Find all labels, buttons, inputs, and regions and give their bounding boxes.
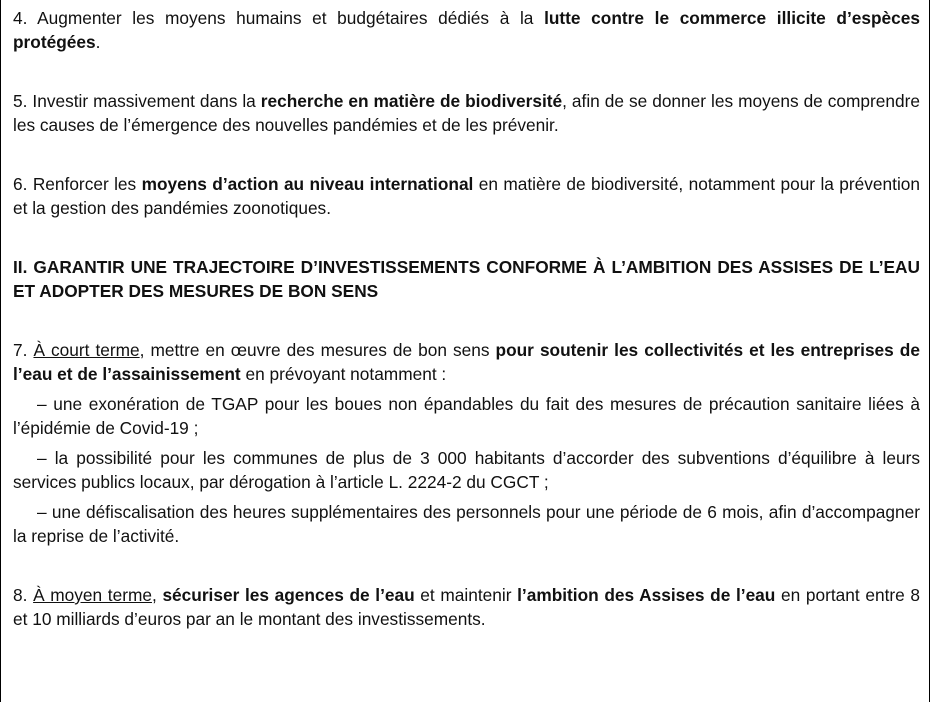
item-7-bold: pour soutenir les collectivités et les entreprises de l’eau et de l’assainissement bbox=[13, 340, 920, 384]
item-7-bullet-2: – la possibilité pour les communes de plus de 3 000 habitants d’accorder des subventions d’équilibre à leurs services publics locaux, par dérogation à l’article L. 2224-2 du CGCT ; bbox=[13, 448, 920, 492]
item-5-number: 5. bbox=[13, 91, 28, 111]
item-4-end: . bbox=[95, 32, 101, 52]
item-6-end: en matière de biodiversité, notamment pour la prévention et la gestion des pandémies zoonotiques. bbox=[13, 174, 921, 218]
item-8-end: en portant entre 8 et 10 milliards d’euros par an le montant des investissements. bbox=[13, 585, 920, 629]
item-4 bbox=[13, 6, 920, 54]
item-5 bbox=[13, 89, 920, 137]
item-8-text-2: et maintenir bbox=[414, 585, 518, 605]
item-7-end: en prévoyant notamment : bbox=[240, 364, 447, 384]
item-6-bold: moyens d’action au niveau international bbox=[141, 174, 474, 194]
item-7-underline: À court terme bbox=[33, 340, 140, 360]
item-5-bold: recherche en matière de biodiversité bbox=[260, 91, 563, 111]
item-8-underline: À moyen terme bbox=[33, 585, 152, 605]
item-7-bullet-3: – une défiscalisation des heures supplémentaires des personnels pour une période de 6 mois, afin d’accompagner la reprise de l’activité. bbox=[13, 502, 920, 546]
item-5-text: Investir massivement dans la bbox=[27, 91, 261, 111]
item-4-text: Augmenter les moyens humains et budgétaires dédiés à la bbox=[27, 8, 545, 28]
document-body bbox=[13, 6, 920, 631]
section-2-heading: II. GARANTIR UNE TRAJECTOIRE D’INVESTISSEMENTS CONFORME À L’AMBITION DES ASSISES DE L’EAU ET ADOPTER DES MESURES DE BON SENS bbox=[13, 257, 920, 301]
item-8-number: 8. bbox=[13, 585, 28, 605]
item-7-bullet-1: – une exonération de TGAP pour les boues non épandables du fait des mesures de précaution sanitaire liées à l’épidémie de Covid-19 ; bbox=[13, 394, 920, 438]
item-6-text: Renforcer les bbox=[27, 174, 142, 194]
item-8-bold-1: sécuriser les agences de l’eau bbox=[162, 585, 415, 605]
item-8-bold-2: l’ambition des Assises de l’eau bbox=[517, 585, 776, 605]
item-6 bbox=[13, 172, 920, 220]
item-4-number: 4. bbox=[13, 8, 28, 28]
item-7-text: , mettre en œuvre des mesures de bon sens bbox=[139, 340, 496, 360]
item-8 bbox=[13, 583, 920, 631]
item-7 bbox=[13, 338, 920, 386]
item-4-bold: lutte contre le commerce illicite d’espèces protégées bbox=[13, 8, 920, 52]
item-7-number: 7. bbox=[13, 340, 28, 360]
item-5-end: , afin de se donner les moyens de comprendre les causes de l’émergence des nouvelles pandémies et de les prévenir. bbox=[13, 91, 920, 135]
item-6-number: 6. bbox=[13, 174, 28, 194]
item-8-text-1: , bbox=[151, 585, 163, 605]
